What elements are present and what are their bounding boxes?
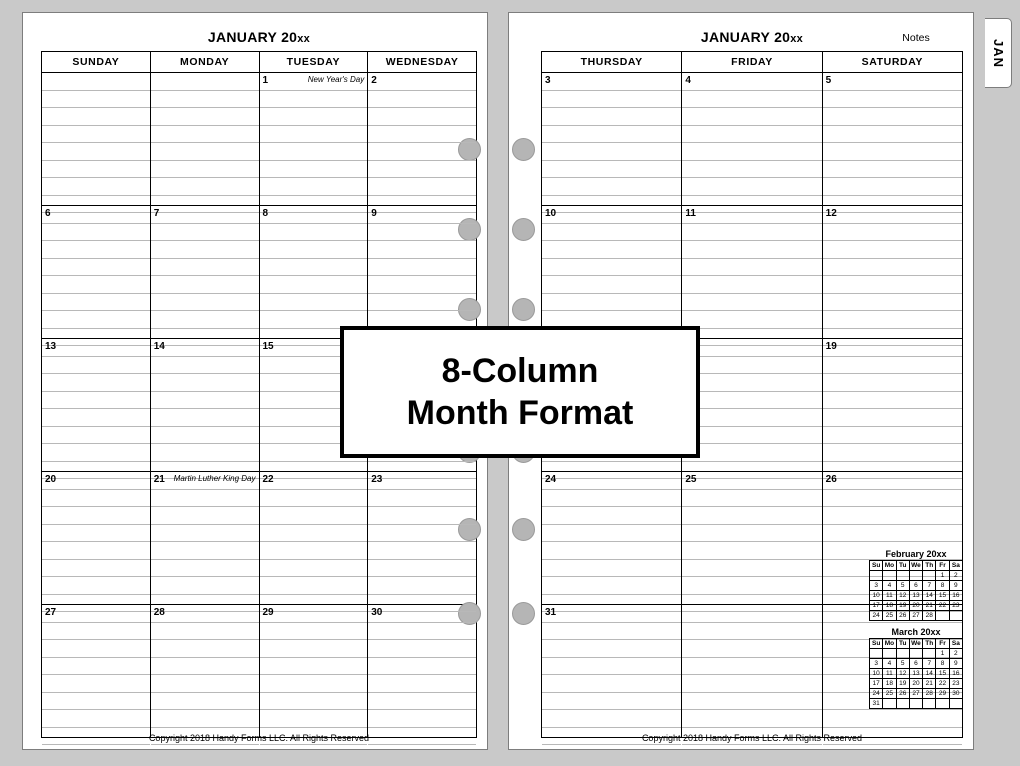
writing-lines bbox=[42, 339, 150, 471]
mini-day-cell: 13 bbox=[909, 669, 922, 679]
mini-calendar bbox=[869, 549, 963, 621]
writing-lines bbox=[682, 605, 821, 737]
mini-day-cell bbox=[883, 649, 896, 659]
calendar-day-cell[interactable] bbox=[822, 206, 962, 339]
mini-day-cell: 1 bbox=[936, 649, 949, 659]
mini-week-row bbox=[870, 571, 963, 581]
day-number: 31 bbox=[545, 607, 557, 618]
left-column-headers bbox=[42, 52, 477, 73]
mini-day-cell: 20 bbox=[909, 601, 922, 611]
mini-day-cell: 19 bbox=[896, 601, 909, 611]
punch-hole bbox=[512, 298, 535, 321]
day-number: 7 bbox=[153, 208, 160, 219]
writing-lines bbox=[682, 206, 821, 338]
mini-day-cell bbox=[870, 649, 883, 659]
calendar-week-row bbox=[542, 206, 963, 339]
mini-day-cell: 21 bbox=[923, 601, 936, 611]
left-page-title bbox=[41, 29, 477, 45]
calendar-day-cell[interactable] bbox=[368, 605, 477, 738]
mini-day-cell bbox=[896, 699, 909, 709]
day-number: 29 bbox=[262, 607, 274, 618]
calendar-day-cell[interactable] bbox=[259, 73, 368, 206]
mini-weekday-header: Sa bbox=[949, 561, 962, 571]
day-number: 4 bbox=[685, 75, 691, 86]
column-header: THURSDAY bbox=[542, 52, 682, 73]
mini-day-cell bbox=[870, 571, 883, 581]
mini-day-cell: 14 bbox=[923, 669, 936, 679]
left-page-title-month: JANUARY 20 bbox=[207, 29, 298, 45]
mini-day-cell: 28 bbox=[923, 689, 936, 699]
mini-day-cell: 11 bbox=[883, 669, 896, 679]
punch-hole bbox=[512, 602, 535, 625]
day-number: 24 bbox=[545, 474, 557, 485]
calendar-day-cell[interactable] bbox=[542, 472, 682, 605]
calendar-week-row bbox=[42, 73, 477, 206]
writing-lines bbox=[260, 73, 368, 205]
notes-label: Notes bbox=[902, 32, 930, 44]
calendar-day-cell[interactable] bbox=[259, 472, 368, 605]
calendar-day-cell[interactable] bbox=[150, 339, 259, 472]
mini-day-cell: 7 bbox=[923, 659, 936, 669]
mini-weekday-header: Mo bbox=[884, 562, 895, 569]
calendar-day-cell[interactable] bbox=[259, 605, 368, 738]
day-number: 2 bbox=[371, 75, 377, 86]
calendar-week-row bbox=[542, 73, 963, 206]
writing-lines bbox=[368, 472, 476, 604]
calendar-day-cell[interactable] bbox=[368, 73, 477, 206]
mini-day-cell: 3 bbox=[870, 659, 883, 669]
mini-day-cell: 24 bbox=[870, 689, 883, 699]
writing-lines bbox=[151, 339, 259, 471]
mini-day-cell: 14 bbox=[923, 591, 936, 601]
mini-day-cell bbox=[909, 571, 922, 581]
mini-week-row bbox=[870, 669, 963, 679]
mini-day-cell: 8 bbox=[936, 659, 949, 669]
planner-spread bbox=[8, 6, 1012, 756]
calendar-day-cell[interactable] bbox=[368, 472, 477, 605]
mini-calendar-title: March 20xx bbox=[891, 627, 941, 637]
mini-day-cell: 6 bbox=[909, 581, 922, 591]
mini-weekday-header: Th bbox=[923, 561, 936, 571]
calendar-day-cell[interactable] bbox=[150, 605, 259, 738]
mini-day-cell: 6 bbox=[909, 659, 922, 669]
mini-day-cell bbox=[936, 611, 949, 621]
mini-day-cell: 3 bbox=[870, 581, 883, 591]
calendar-day-cell[interactable] bbox=[822, 73, 962, 206]
mini-day-cell: 16 bbox=[949, 591, 962, 601]
format-banner-line1: 8-Column bbox=[441, 351, 599, 390]
calendar-day-cell[interactable] bbox=[42, 605, 151, 738]
day-number: 15 bbox=[262, 341, 274, 352]
mini-day-cell: 26 bbox=[896, 611, 909, 621]
writing-lines bbox=[542, 206, 681, 338]
calendar-day-cell[interactable] bbox=[150, 206, 259, 339]
writing-lines bbox=[368, 73, 476, 205]
day-number: 26 bbox=[825, 474, 837, 485]
mini-week-row bbox=[870, 649, 963, 659]
mini-day-cell: 5 bbox=[896, 581, 909, 591]
calendar-day-cell[interactable] bbox=[682, 73, 822, 206]
mini-day-cell: 15 bbox=[936, 591, 949, 601]
day-number: 27 bbox=[45, 607, 57, 618]
writing-lines bbox=[260, 472, 368, 604]
day-number: 20 bbox=[45, 474, 57, 485]
writing-lines bbox=[260, 605, 368, 737]
calendar-day-cell[interactable] bbox=[42, 206, 151, 339]
calendar-day-cell[interactable] bbox=[42, 73, 151, 206]
mini-day-cell: 5 bbox=[896, 659, 909, 669]
mini-day-cell: 25 bbox=[883, 611, 896, 621]
mini-calendar-grid bbox=[869, 638, 963, 709]
calendar-day-cell[interactable] bbox=[150, 472, 259, 605]
day-number: 19 bbox=[825, 341, 837, 352]
mini-weekday-header: Tu bbox=[896, 561, 909, 571]
writing-lines bbox=[151, 605, 259, 737]
mini-day-cell: 20 bbox=[909, 679, 922, 689]
day-number: 21 bbox=[153, 474, 165, 485]
calendar-week-row bbox=[42, 472, 477, 605]
mini-day-cell: 24 bbox=[870, 611, 883, 621]
mini-day-cell: 23 bbox=[949, 601, 962, 611]
mini-day-cell: 22 bbox=[936, 679, 949, 689]
mini-week-row bbox=[870, 601, 963, 611]
mini-day-cell: 17 bbox=[870, 601, 883, 611]
mini-day-cell: 15 bbox=[936, 669, 949, 679]
calendar-day-cell[interactable] bbox=[368, 206, 477, 339]
calendar-day-cell[interactable] bbox=[542, 73, 682, 206]
mini-day-cell: 21 bbox=[923, 679, 936, 689]
writing-lines bbox=[682, 472, 821, 604]
mini-day-cell bbox=[883, 571, 896, 581]
mini-day-cell: 17 bbox=[870, 679, 883, 689]
day-number: 1 bbox=[262, 75, 269, 86]
day-number: 13 bbox=[45, 341, 57, 352]
mini-day-cell: 16 bbox=[949, 669, 962, 679]
mini-day-cell: 12 bbox=[896, 591, 909, 601]
day-number: 9 bbox=[371, 208, 377, 219]
mini-day-cell: 1 bbox=[936, 571, 949, 581]
right-page-title-suffix: xx bbox=[790, 33, 804, 45]
day-number: 5 bbox=[825, 75, 832, 86]
mini-day-cell bbox=[909, 649, 922, 659]
mini-week-row bbox=[870, 689, 963, 699]
right-page-title-month: JANUARY 20 bbox=[700, 29, 791, 45]
mini-calendar-grid bbox=[869, 560, 963, 621]
mini-day-cell: 9 bbox=[949, 581, 962, 591]
calendar-day-cell[interactable] bbox=[682, 605, 822, 738]
mini-week-row bbox=[870, 679, 963, 689]
writing-lines bbox=[151, 73, 259, 205]
mini-day-cell: 10 bbox=[870, 591, 883, 601]
mini-day-cell: 13 bbox=[909, 591, 922, 601]
column-header: SATURDAY bbox=[822, 52, 962, 73]
mini-day-cell bbox=[896, 571, 909, 581]
writing-lines bbox=[42, 472, 150, 604]
mini-weekday-header: Mo bbox=[884, 640, 895, 647]
right-column-headers bbox=[542, 52, 963, 73]
mini-weekday-header: We bbox=[911, 562, 921, 569]
month-tab-jan[interactable] bbox=[985, 18, 1012, 88]
day-number: 30 bbox=[371, 607, 383, 618]
mini-day-cell bbox=[949, 611, 962, 621]
calendar-day-cell[interactable] bbox=[682, 472, 822, 605]
mini-weekday-header: Su bbox=[870, 639, 883, 649]
day-number: 22 bbox=[262, 474, 274, 485]
punch-hole bbox=[512, 138, 535, 161]
mini-week-row bbox=[870, 611, 963, 621]
mini-day-cell: 12 bbox=[896, 669, 909, 679]
calendar-day-cell[interactable] bbox=[150, 73, 259, 206]
mini-day-cell: 31 bbox=[870, 699, 883, 709]
mini-weekday-header: Sa bbox=[949, 639, 962, 649]
mini-day-cell: 4 bbox=[883, 581, 896, 591]
left-footer: Copyright 2018 Handy Forms LLC. All Rights Reserved bbox=[148, 733, 370, 743]
writing-lines bbox=[823, 73, 962, 205]
calendar-day-cell[interactable] bbox=[682, 339, 822, 472]
column-header: TUESDAY bbox=[259, 52, 368, 73]
mini-week-row bbox=[870, 591, 963, 601]
punch-hole bbox=[512, 518, 535, 541]
mini-day-cell: 29 bbox=[936, 689, 949, 699]
mini-weekday-header: Tu bbox=[896, 639, 909, 649]
day-number: 25 bbox=[685, 474, 697, 485]
mini-day-cell bbox=[923, 649, 936, 659]
right-footer: Copyright 2018 Handy Forms LLC. All Rights Reserved bbox=[641, 733, 863, 743]
punch-hole bbox=[512, 218, 535, 241]
writing-lines bbox=[682, 339, 821, 471]
mini-week-row bbox=[870, 581, 963, 591]
format-banner bbox=[340, 326, 700, 458]
mini-day-cell bbox=[923, 571, 936, 581]
mini-day-cell: 26 bbox=[896, 689, 909, 699]
mini-day-cell: 27 bbox=[909, 611, 922, 621]
calendar-day-cell[interactable] bbox=[542, 206, 682, 339]
writing-lines bbox=[260, 206, 368, 338]
calendar-day-cell[interactable] bbox=[42, 339, 151, 472]
mini-day-cell: 28 bbox=[923, 611, 936, 621]
day-number: 10 bbox=[545, 208, 557, 219]
calendar-day-cell[interactable] bbox=[682, 206, 822, 339]
mini-day-cell: 9 bbox=[949, 659, 962, 669]
calendar-week-row bbox=[42, 206, 477, 339]
mini-day-cell: 19 bbox=[896, 679, 909, 689]
mini-weekday-header: Su bbox=[870, 561, 883, 571]
writing-lines bbox=[542, 605, 681, 737]
day-number: 12 bbox=[825, 208, 837, 219]
day-number: 3 bbox=[545, 75, 551, 86]
column-header: WEDNESDAY bbox=[368, 52, 477, 73]
writing-lines bbox=[368, 206, 476, 338]
mini-day-cell: 22 bbox=[936, 601, 949, 611]
mini-day-cell bbox=[923, 699, 936, 709]
mini-calendar bbox=[869, 627, 963, 709]
calendar-day-cell[interactable] bbox=[542, 605, 682, 738]
day-number: 11 bbox=[685, 208, 696, 219]
mini-calendars bbox=[869, 549, 963, 715]
mini-calendar-title: February 20xx bbox=[885, 549, 947, 559]
mini-day-cell: 2 bbox=[949, 649, 962, 659]
mini-day-cell: 18 bbox=[883, 679, 896, 689]
writing-lines bbox=[682, 73, 821, 205]
calendar-day-cell[interactable] bbox=[42, 472, 151, 605]
mini-weekday-header: Th bbox=[923, 639, 936, 649]
mini-day-cell bbox=[909, 699, 922, 709]
writing-lines bbox=[42, 73, 150, 205]
calendar-day-cell[interactable] bbox=[259, 206, 368, 339]
column-header: SUNDAY bbox=[42, 52, 151, 73]
day-number: 28 bbox=[153, 607, 165, 618]
mini-day-cell: 23 bbox=[949, 679, 962, 689]
writing-lines bbox=[542, 472, 681, 604]
mini-day-cell bbox=[883, 699, 896, 709]
mini-day-cell: 30 bbox=[949, 689, 962, 699]
mini-day-cell bbox=[936, 699, 949, 709]
writing-lines bbox=[42, 605, 150, 737]
mini-day-cell: 2 bbox=[949, 571, 962, 581]
day-number: 6 bbox=[45, 208, 51, 219]
column-header: MONDAY bbox=[150, 52, 259, 73]
mini-day-cell: 27 bbox=[909, 689, 922, 699]
writing-lines bbox=[151, 206, 259, 338]
column-header: FRIDAY bbox=[682, 52, 822, 73]
day-number: 14 bbox=[153, 341, 165, 352]
mini-week-row bbox=[870, 699, 963, 709]
notes-column bbox=[869, 29, 963, 47]
mini-weekday-header: We bbox=[911, 640, 921, 647]
writing-lines bbox=[823, 339, 962, 471]
writing-lines bbox=[542, 73, 681, 205]
left-page-title-suffix: xx bbox=[297, 33, 311, 45]
day-number: 8 bbox=[262, 208, 269, 219]
mini-day-cell bbox=[949, 699, 962, 709]
writing-lines bbox=[368, 605, 476, 737]
mini-weekday-header: Fr bbox=[936, 561, 949, 571]
mini-day-cell: 10 bbox=[870, 669, 883, 679]
calendar-day-cell[interactable] bbox=[822, 339, 962, 472]
mini-weekday-header: Fr bbox=[936, 639, 949, 649]
mini-week-row bbox=[870, 659, 963, 669]
holiday-label: Martin Luther King Day bbox=[173, 474, 256, 483]
mini-day-cell bbox=[896, 649, 909, 659]
mini-day-cell: 11 bbox=[883, 591, 896, 601]
month-tab-label: JAN bbox=[990, 38, 1006, 68]
mini-day-cell: 4 bbox=[883, 659, 896, 669]
mini-day-cell: 8 bbox=[936, 581, 949, 591]
mini-day-cell: 18 bbox=[883, 601, 896, 611]
day-number: 23 bbox=[371, 474, 383, 485]
holiday-label: New Year's Day bbox=[307, 75, 365, 84]
writing-lines bbox=[151, 472, 259, 604]
writing-lines bbox=[42, 206, 150, 338]
calendar-week-row bbox=[42, 605, 477, 738]
mini-day-cell: 7 bbox=[923, 581, 936, 591]
writing-lines bbox=[823, 206, 962, 338]
format-banner-line2: Month Format bbox=[406, 394, 634, 432]
mini-day-cell: 25 bbox=[883, 689, 896, 699]
